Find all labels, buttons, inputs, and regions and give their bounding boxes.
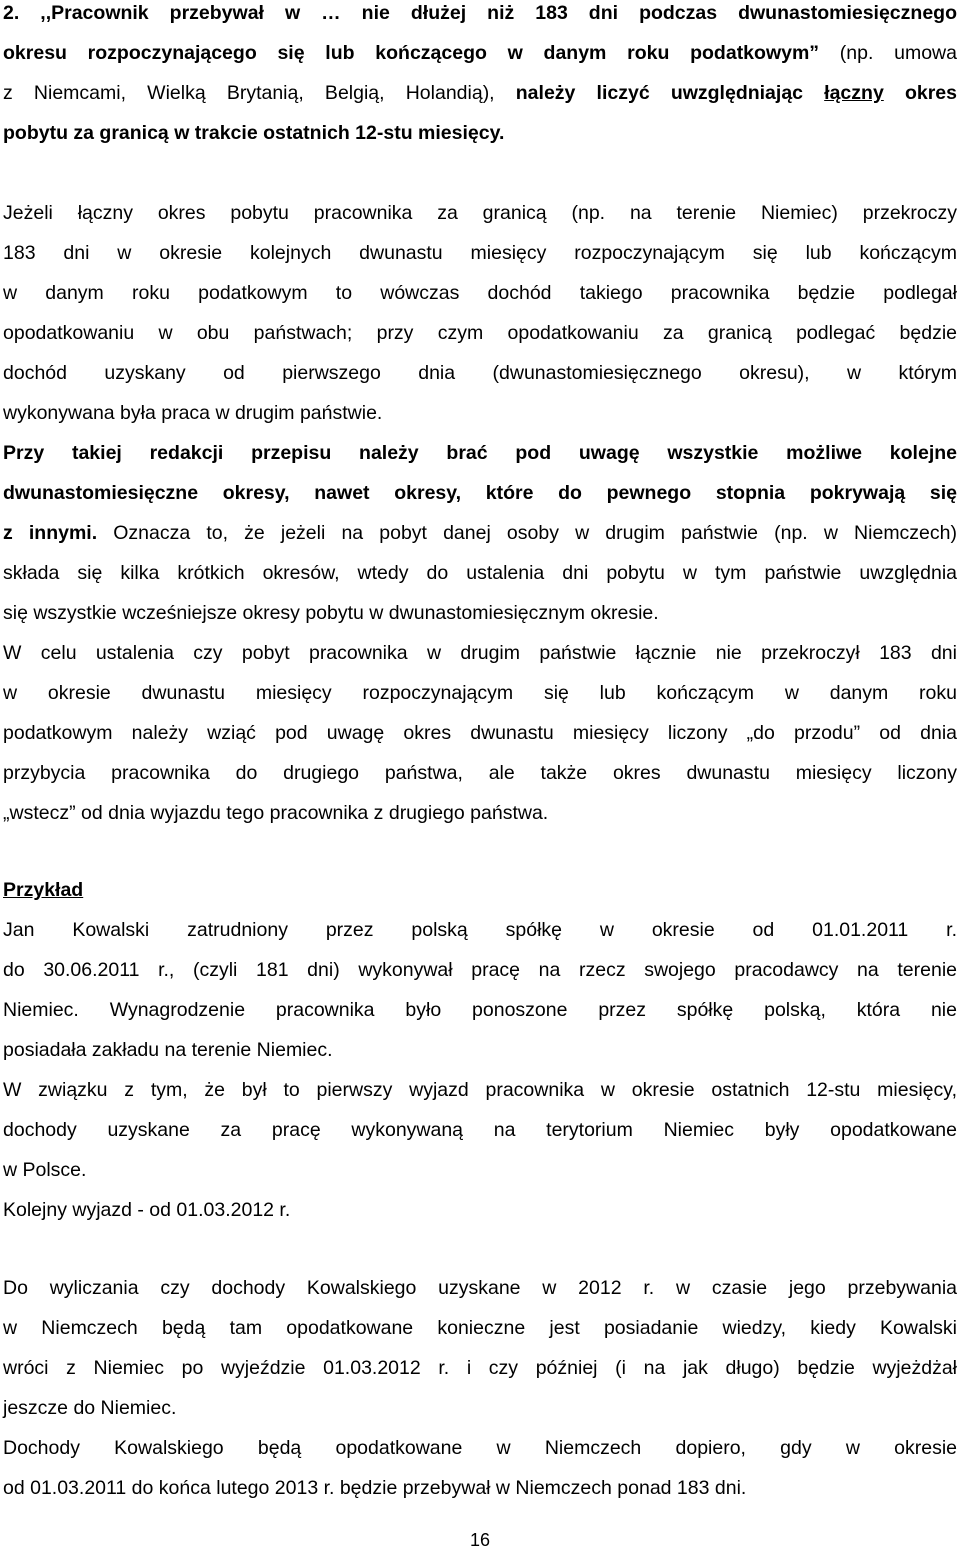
paragraph-2-line-6: wykonywana była praca w drugim państwie.	[3, 402, 383, 424]
example-p1-line-4: posiadała zakładu na terenie Niemiec.	[3, 1039, 333, 1061]
text-run-bold: należy liczyć uwzględniając	[515, 82, 825, 104]
example-p1-line-3: Niemiec. Wynagrodzenie pracownika było ponoszone przez spółkę polską, która nie	[3, 999, 957, 1021]
page-number: 16	[469, 1530, 491, 1550]
paragraph-2-line-2: 183 dni w okresie kolejnych dwunastu miesięcy rozpoczynającym się lub kończącym	[3, 242, 957, 264]
example-heading: Przykład	[3, 879, 84, 901]
example-p2-line-2: dochody uzyskane za pracę wykonywaną na terytorium Niemiec były opodatkowane	[3, 1119, 957, 1141]
text-run-bold-underlined: łączny	[824, 82, 884, 104]
paragraph-3-line-4: składa się kilka krótkich okresów, wtedy do ustalenia dni pobytu w tym państwie uwzględnia	[3, 562, 957, 584]
text-run: 2. ,,Pracownik przebywał w … nie dłużej niż 183 dni podczas dwunastomiesięcznego	[3, 2, 957, 24]
text-run-bold: z innymi.	[3, 522, 98, 544]
paragraph-4-line-4: przybycia pracownika do drugiego państwa, ale także okres dwunastu miesięcy liczony	[3, 762, 957, 784]
text-run: z Niemcami, Wielką Brytanią, Belgią, Holandią),	[3, 82, 516, 104]
example-p5-line-1: Dochody Kowalskiego będą opodatkowane w Niemczech dopiero, gdy w okresie	[3, 1437, 957, 1459]
section-2-line-4	[3, 120, 957, 146]
paragraph-3-line-5: się wszystkie wcześniejsze okresy pobytu w dwunastomiesięcznym okresie.	[3, 602, 659, 624]
text-run: Jeżeli łączny okres pobytu pracownika za granicą (np. na terenie Niemiec) przekroczy	[3, 202, 957, 224]
text-run: Oznacza to, że jeżeli na pobyt danej osoby w drugim państwie (np. w Niemczech)	[97, 522, 957, 544]
example-p4-line-1: Do wyliczania czy dochody Kowalskiego uzyskane w 2012 r. w czasie jego przebywania	[3, 1277, 957, 1299]
example-p2-line-1: W związku z tym, że był to pierwszy wyjazd pracownika w okresie ostatnich 12-stu miesięcy,	[3, 1079, 957, 1101]
example-p2-line-3: w Polsce.	[3, 1159, 87, 1181]
example-p4-line-2: w Niemczech będą tam opodatkowane konieczne jest posiadanie wiedzy, kiedy Kowalski	[3, 1317, 957, 1339]
section-2-line-3	[3, 80, 957, 106]
paragraph-4-line-3: podatkowym należy wziąć pod uwagę okres dwunastu miesięcy liczony „do przodu” od dnia	[3, 722, 957, 744]
example-p1-line-2: do 30.06.2011 r., (czyli 181 dni) wykonywał pracę na rzecz swojego pracodawcy na terenie	[3, 959, 957, 981]
paragraph-3-line-2: dwunastomiesięczne okresy, nawet okresy, które do pewnego stopnia pokrywają się	[3, 482, 957, 504]
text-run: pobytu za granicą w trakcie ostatnich 12-stu miesięcy.	[3, 122, 505, 144]
section-2-line-2	[3, 40, 957, 66]
example-p5-line-2: od 01.03.2011 do końca lutego 2013 r. będzie przebywał w Niemczech ponad 183 dni.	[3, 1477, 747, 1499]
example-p4-line-3: wróci z Niemiec po wyjeździe 01.03.2012 r. i czy później (i na jak długo) będzie wyjeżdżał	[3, 1357, 957, 1379]
paragraph-4-line-1: W celu ustalenia czy pobyt pracownika w drugim państwie łącznie nie przekroczył 183 dni	[3, 642, 957, 664]
paragraph-3-line-3	[3, 520, 957, 546]
paragraph-2-line-1	[3, 200, 957, 226]
text-run-bold: okres	[883, 82, 957, 104]
example-p4-line-4: jeszcze do Niemiec.	[3, 1397, 177, 1419]
paragraph-2-line-4: opodatkowaniu w obu państwach; przy czym opodatkowaniu za granicą podlegać będzie	[3, 322, 957, 344]
paragraph-2-line-3: w danym roku podatkowym to wówczas dochód takiego pracownika będzie podlegał	[3, 282, 957, 304]
paragraph-4-line-5: „wstecz” od dnia wyjazdu tego pracownika z drugiego państwa.	[3, 802, 549, 824]
example-p3: Kolejny wyjazd - od 01.03.2012 r.	[3, 1199, 291, 1221]
text-run: (np. umowa	[819, 42, 957, 64]
example-p1-line-1: Jan Kowalski zatrudniony przez polską spółkę w okresie od 01.01.2011 r.	[3, 919, 957, 941]
paragraph-3-line-1: Przy takiej redakcji przepisu należy brać pod uwagę wszystkie możliwe kolejne	[3, 442, 957, 464]
paragraph-2-line-5: dochód uzyskany od pierwszego dnia (dwunastomiesięcznego okresu), w którym	[3, 362, 957, 384]
paragraph-4-line-2: w okresie dwunastu miesięcy rozpoczynającym się lub kończącym w danym roku	[3, 682, 957, 704]
text-run-bold: okresu rozpoczynającego się lub kończącego w danym roku podatkowym”	[3, 42, 820, 64]
section-2-line-1	[3, 0, 957, 26]
